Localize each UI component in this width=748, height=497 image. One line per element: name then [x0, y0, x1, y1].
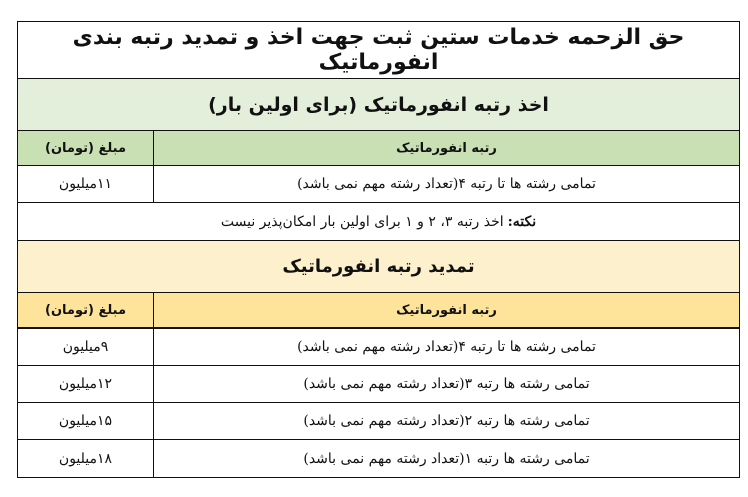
note-text: اخذ رتبه ۳، ۲ و ۱ برای اولین بار امکان‌پذیر نیست [220, 213, 504, 230]
column-header-rank: رتبه انفورماتیک [396, 140, 497, 156]
amount-cell: ۱۲میلیون [18, 366, 154, 402]
rank-cell: تمامی رشته ها رتبه ۱(تعداد رشته مهم نمی باشد) [303, 450, 590, 467]
table-row [18, 366, 739, 403]
amount-cell: ۱۸میلیون [18, 440, 154, 477]
note-row [18, 203, 739, 241]
amount-cell: ۱۱میلیون [18, 166, 154, 202]
column-header-amount: مبلغ (تومان) [18, 293, 154, 327]
table-row [18, 403, 739, 440]
table-row [18, 166, 739, 203]
column-header-amount: مبلغ (تومان) [18, 131, 154, 165]
table-row [18, 329, 739, 366]
amount-cell: ۹میلیون [18, 329, 154, 365]
table-title: حق الزحمه خدمات ستین ثبت جهت اخذ و تمدید رتبه بندی انفورماتیک [72, 25, 685, 75]
section-obtain-heading-row [18, 79, 739, 131]
section-obtain-column-header [18, 131, 739, 166]
amount-cell: ۱۵میلیون [18, 403, 154, 439]
rank-cell: تمامی رشته ها رتبه ۲(تعداد رشته مهم نمی باشد) [303, 413, 590, 429]
table-title-row [18, 22, 739, 79]
note-label: نکته: [507, 213, 537, 230]
column-header-rank: رتبه انفورماتیک [396, 302, 497, 318]
rank-cell: تمامی رشته ها تا رتبه ۴(تعداد رشته مهم نمی باشد) [297, 339, 596, 355]
rank-cell: تمامی رشته ها رتبه ۳(تعداد رشته مهم نمی باشد) [303, 376, 590, 392]
pricing-table [17, 21, 740, 478]
section-obtain-heading: اخذ رتبه انفورماتیک (برای اولین بار) [208, 93, 549, 116]
rank-cell: تمامی رشته ها تا رتبه ۴(تعداد رشته مهم نمی باشد) [297, 176, 596, 192]
section-renew-column-header [18, 293, 739, 329]
table-row [18, 440, 739, 477]
section-renew-heading-row [18, 241, 739, 293]
note [18, 203, 739, 240]
section-renew-heading: تمدید رتبه انفورماتیک [282, 256, 475, 277]
